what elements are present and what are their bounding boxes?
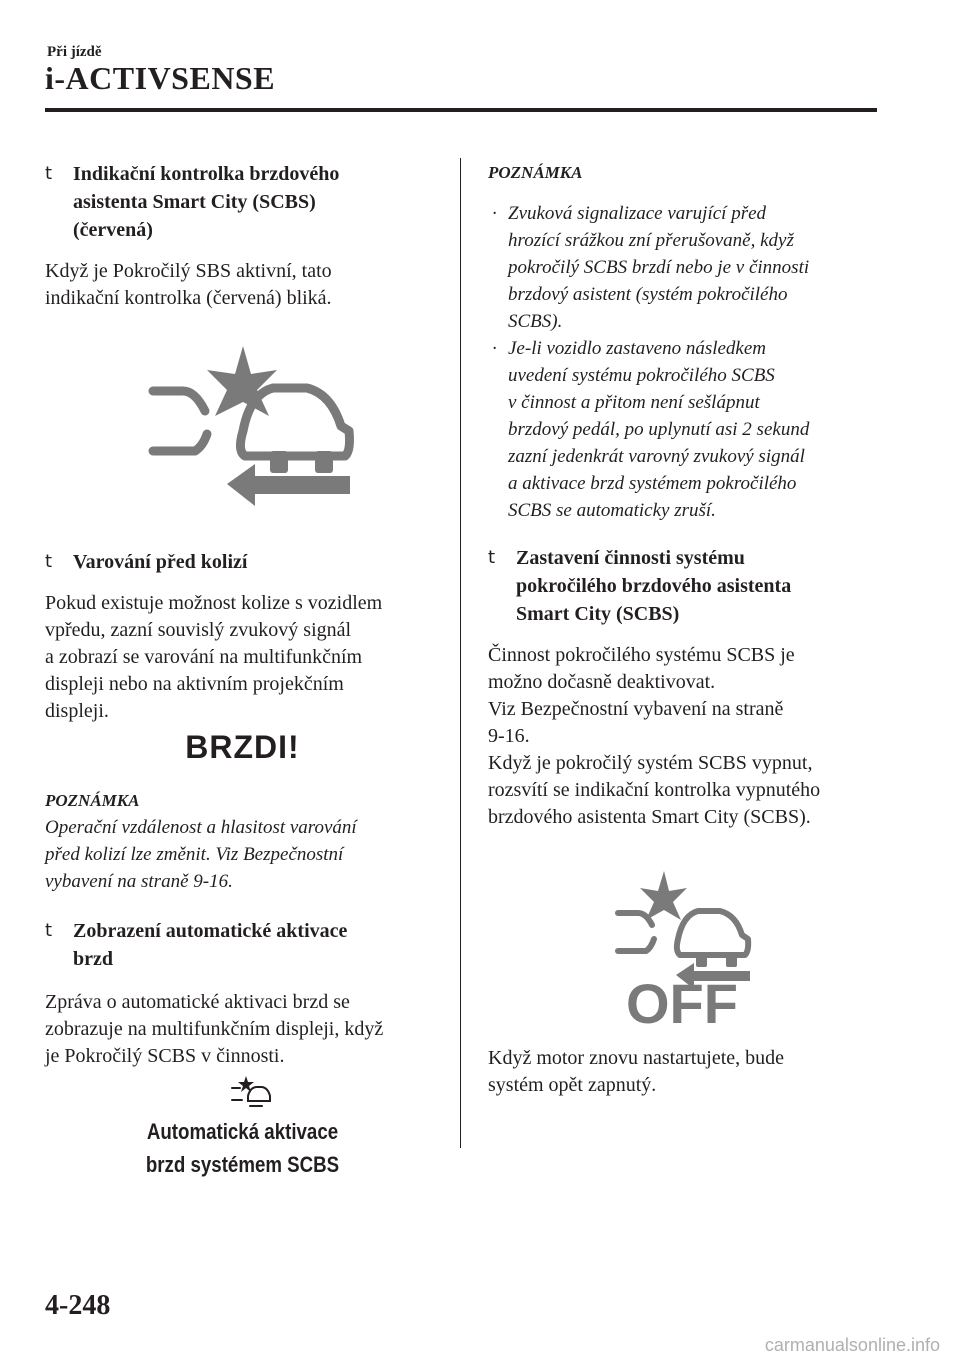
- text-line: je Pokročilý SCBS v činnosti.: [45, 1045, 285, 1067]
- text-line: SCBS).: [508, 311, 563, 332]
- auto-brake-small-icon: [45, 1074, 440, 1115]
- heading-auto-brake: [45, 917, 440, 973]
- heading-line: Zobrazení automatické aktivace: [73, 920, 348, 942]
- text-line: hrozící srážkou zní přerušovaně, když: [508, 230, 794, 251]
- right-column: [488, 160, 880, 1099]
- section-label: Při jízdě: [47, 44, 102, 60]
- heading-line: pokročilého brzdového asistenta: [516, 575, 792, 597]
- note-bullet: [488, 335, 880, 524]
- brake-warning-display: BRZDI!: [185, 729, 300, 765]
- text-line: a zobrazí se varování na multifunkčním: [45, 646, 363, 668]
- left-column: [45, 160, 440, 1181]
- text-line: Zvuková signalizace varující před: [508, 203, 767, 224]
- paragraph: [488, 642, 880, 831]
- off-label: OFF: [626, 972, 738, 1031]
- text-line: brzdový asistent (systém pokročilého: [508, 284, 788, 305]
- heading-line: asistenta Smart City (SCBS): [73, 191, 316, 213]
- note-bullet: [488, 200, 880, 335]
- text-line: Když je pokročilý systém SCBS vypnut,: [488, 752, 813, 774]
- paragraph: [45, 590, 440, 725]
- text-line: Zpráva o automatické aktivaci brzd se: [45, 991, 350, 1013]
- text-line: možno dočasně deaktivovat.: [488, 671, 716, 693]
- text-line: rozsvítí se indikační kontrolka vypnutého: [488, 779, 821, 801]
- page-number: 4-248: [45, 1290, 111, 1321]
- bullet-dot: ·: [492, 203, 497, 224]
- heading-marker: t: [45, 163, 53, 184]
- text-line: brzdový pedál, po uplynutí asi 2 sekund: [508, 419, 810, 440]
- note-title: POZNÁMKA: [45, 791, 140, 810]
- heading-scbs-indicator: [45, 160, 440, 244]
- text-line: a aktivace brzd systémem pokročilého: [508, 473, 797, 494]
- paragraph: [45, 258, 440, 312]
- text-line: systém opět zapnutý.: [488, 1074, 657, 1096]
- text-line: Pokud existuje možnost kolize s vozidlem: [45, 592, 383, 614]
- heading-line: Smart City (SCBS): [516, 603, 680, 625]
- heading-line: (červená): [73, 219, 153, 241]
- text-line: Je-li vozidlo zastaveno následkem: [508, 338, 767, 359]
- text-line: Operační vzdálenost a hlasitost varování: [45, 817, 357, 838]
- text-line: displeji nebo na aktivním projekčním: [45, 673, 344, 695]
- heading-line: brzd: [73, 948, 113, 970]
- heading-line: Zastavení činnosti systému: [516, 547, 745, 569]
- heading-scbs-off: [488, 544, 880, 628]
- text-line: Když motor znovu nastartujete, bude: [488, 1047, 785, 1069]
- heading-marker: t: [488, 547, 496, 568]
- paragraph: [488, 1045, 880, 1099]
- heading-marker: t: [45, 551, 53, 572]
- text-line: indikační kontrolka (červená) bliká.: [45, 287, 332, 309]
- text-line: vybavení na straně 9-16.: [45, 871, 233, 892]
- text-line: Viz Bezpečnostní vybavení na straně: [488, 698, 784, 720]
- display-line: brzd systémem SCBS: [145, 1152, 340, 1177]
- display-line: Automatická aktivace: [146, 1119, 339, 1144]
- chapter-title: i-ACTIVSENSE: [45, 60, 276, 96]
- scbs-off-icon: [488, 871, 880, 1031]
- text-line: zobrazuje na multifunkčním displeji, když: [45, 1018, 384, 1040]
- text-line: zazní jedenkrát varovný zvukový signál: [508, 446, 805, 467]
- heading-marker: t: [45, 920, 53, 941]
- heading-line: Varování před kolizí: [73, 551, 248, 573]
- auto-brake-display: [75, 1115, 411, 1181]
- heading-collision-warning: [45, 548, 440, 576]
- text-line: v činnost a přitom není sešlápnut: [508, 392, 760, 413]
- text-line: Činnost pokročilého systému SCBS je: [488, 644, 795, 666]
- note-text: [45, 814, 440, 895]
- text-line: 9-16.: [488, 725, 530, 747]
- heading-line: Indikační kontrolka brzdového: [73, 163, 340, 185]
- header-rule: [45, 108, 877, 112]
- text-line: před kolizí lze změnit. Viz Bezpečnostní: [45, 844, 344, 865]
- bullet-dot: ·: [492, 338, 497, 359]
- column-divider: [460, 158, 461, 1148]
- watermark: carmanualsonline.info: [764, 1335, 940, 1355]
- text-line: displeji.: [45, 700, 109, 722]
- text-line: uvedení systému pokročilého SCBS: [508, 365, 775, 386]
- paragraph: [45, 989, 440, 1070]
- scbs-warning-icon: [45, 336, 440, 536]
- text-line: SCBS se automaticky zruší.: [508, 500, 716, 521]
- note-title: POZNÁMKA: [488, 163, 583, 182]
- text-line: vpředu, zazní souvislý zvukový signál: [45, 619, 352, 641]
- text-line: pokročilý SCBS brzdí nebo je v činnosti: [508, 257, 810, 278]
- text-line: brzdového asistenta Smart City (SCBS).: [488, 806, 811, 828]
- text-line: Když je Pokročilý SBS aktivní, tato: [45, 260, 332, 282]
